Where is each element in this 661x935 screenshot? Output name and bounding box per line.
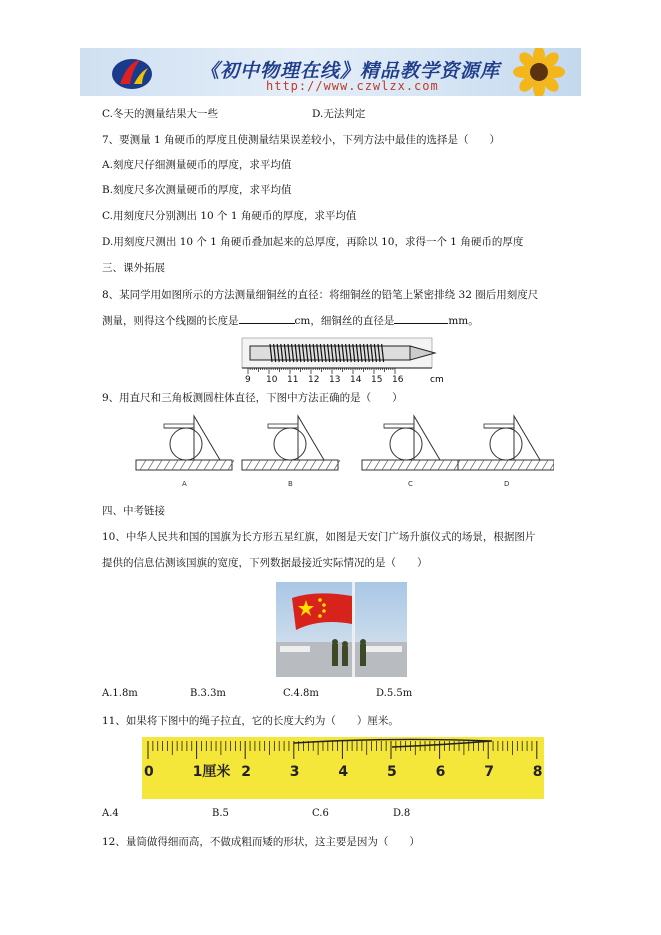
- q6-option-c: C.冬天的测量结果大一些: [102, 108, 218, 120]
- q11-option-c: C.6: [312, 808, 329, 819]
- ruler-tick-label: 11: [287, 375, 299, 384]
- option-panel: [458, 416, 554, 488]
- rope-ruler-figure: [142, 737, 544, 799]
- ruler-unit-cm: cm: [430, 375, 444, 384]
- ruler-tick-label: 3: [289, 764, 300, 780]
- option-label: D: [504, 480, 510, 488]
- q10-line1: 10、中华人民共和国的国旗为长方形五星红旗，如图是天安门广场升旗仪式的场景，根据图片: [102, 531, 536, 543]
- section-4-heading: 四、中考链接: [102, 505, 165, 517]
- section-3-heading: 三、课外拓展: [102, 262, 165, 274]
- q7-option-c: C.用刻度尺分别测出 10 个 1 角硬币的厚度，求平均值: [102, 210, 357, 222]
- q11-stem: 11、如果将下图中的绳子拉直，它的长度大约为（ ）厘米。: [102, 715, 399, 727]
- ruler-tick-label: 5: [387, 764, 397, 780]
- q12-stem: 12、量筒做得细而高，不做成粗而矮的形状，这主要是因为（ ）: [102, 836, 420, 848]
- ruler-tick-label: 14: [350, 375, 362, 384]
- q10-option-a: A.1.8m: [102, 688, 138, 699]
- q6-option-d: D.无法判定: [312, 108, 366, 120]
- coil-ruler-figure: [240, 336, 445, 384]
- q7-option-a: A.刻度尺仔细测量硬币的厚度，求平均值: [102, 159, 292, 171]
- header-banner: [80, 48, 581, 96]
- ruler-tick-label: 1厘米: [192, 764, 231, 780]
- option-panel: [136, 416, 234, 488]
- cylinder-measure-figure: [134, 412, 554, 492]
- q7-option-b: B.刻度尺多次测量硬币的厚度，求平均值: [102, 184, 292, 196]
- q8-line1: 8、某同学用如图所示的方法测量细铜丝的直径：将细铜丝的铅笔上紧密排绕 32 圈后用刻度尺: [102, 289, 539, 301]
- header-url[interactable]: http://www.czwlzx.com: [266, 79, 439, 93]
- flag-raising-photo: [276, 582, 407, 677]
- ruler-tick-label: 10: [266, 375, 278, 384]
- q8-line2-text: 测量，则得这个线圈的长度是: [102, 315, 239, 327]
- logo-icon: [110, 54, 154, 92]
- ruler-tick-label: 9: [245, 375, 251, 384]
- q9-stem: 9、用直尺和三角板测圆柱体直径，下图中方法正确的是（ ）: [102, 392, 403, 404]
- q8-blank-length[interactable]: [239, 313, 295, 324]
- option-label: B: [288, 480, 293, 488]
- ruler-tick-label: 13: [329, 375, 341, 384]
- q7-option-d: D.用刻度尺测出 10 个 1 角硬币叠加起来的总厚度，再除以 10，求得一个 1 角硬币的厚度: [102, 236, 524, 248]
- q8-line2: [102, 313, 479, 328]
- ruler-tick-label: 2: [241, 764, 251, 780]
- header-title: 《初中物理在线》精品教学资源库: [200, 60, 501, 82]
- sunflower-icon: [499, 48, 575, 96]
- q8-unit-mm: mm。: [448, 315, 479, 327]
- ruler-tick-label: 0: [144, 764, 154, 780]
- option-panel: [242, 416, 340, 488]
- ruler-tick-label: 4: [338, 764, 349, 780]
- q10-option-c: C.4.8m: [283, 688, 319, 699]
- q10-option-b: B.3.3m: [190, 688, 226, 699]
- q7-stem: 7、要测量 1 角硬币的厚度且使测量结果误差较小，下列方法中最佳的选择是（ ）: [102, 134, 501, 146]
- option-label: C: [408, 480, 413, 488]
- ruler-tick-label: 6: [435, 764, 446, 780]
- q11-option-a: A.4: [102, 808, 119, 819]
- ruler-tick-label: 7: [484, 764, 494, 780]
- ruler-tick-label: 15: [371, 375, 383, 384]
- option-label: A: [182, 480, 187, 488]
- ruler-tick-label: 12: [308, 375, 320, 384]
- q8-blank-diameter[interactable]: [394, 313, 448, 324]
- q11-option-d: D.8: [393, 808, 411, 819]
- ruler-tick-label: 8: [532, 764, 543, 780]
- q11-option-b: B.5: [212, 808, 229, 819]
- q10-option-d: D.5.5m: [376, 688, 413, 699]
- option-panel: [362, 416, 460, 488]
- ruler-tick-label: 16: [392, 375, 404, 384]
- q8-unit-cm: cm，细铜丝的直径是: [294, 315, 395, 327]
- q10-line2: 提供的信息估测该国旗的宽度，下列数据最接近实际情况的是（ ）: [102, 557, 428, 569]
